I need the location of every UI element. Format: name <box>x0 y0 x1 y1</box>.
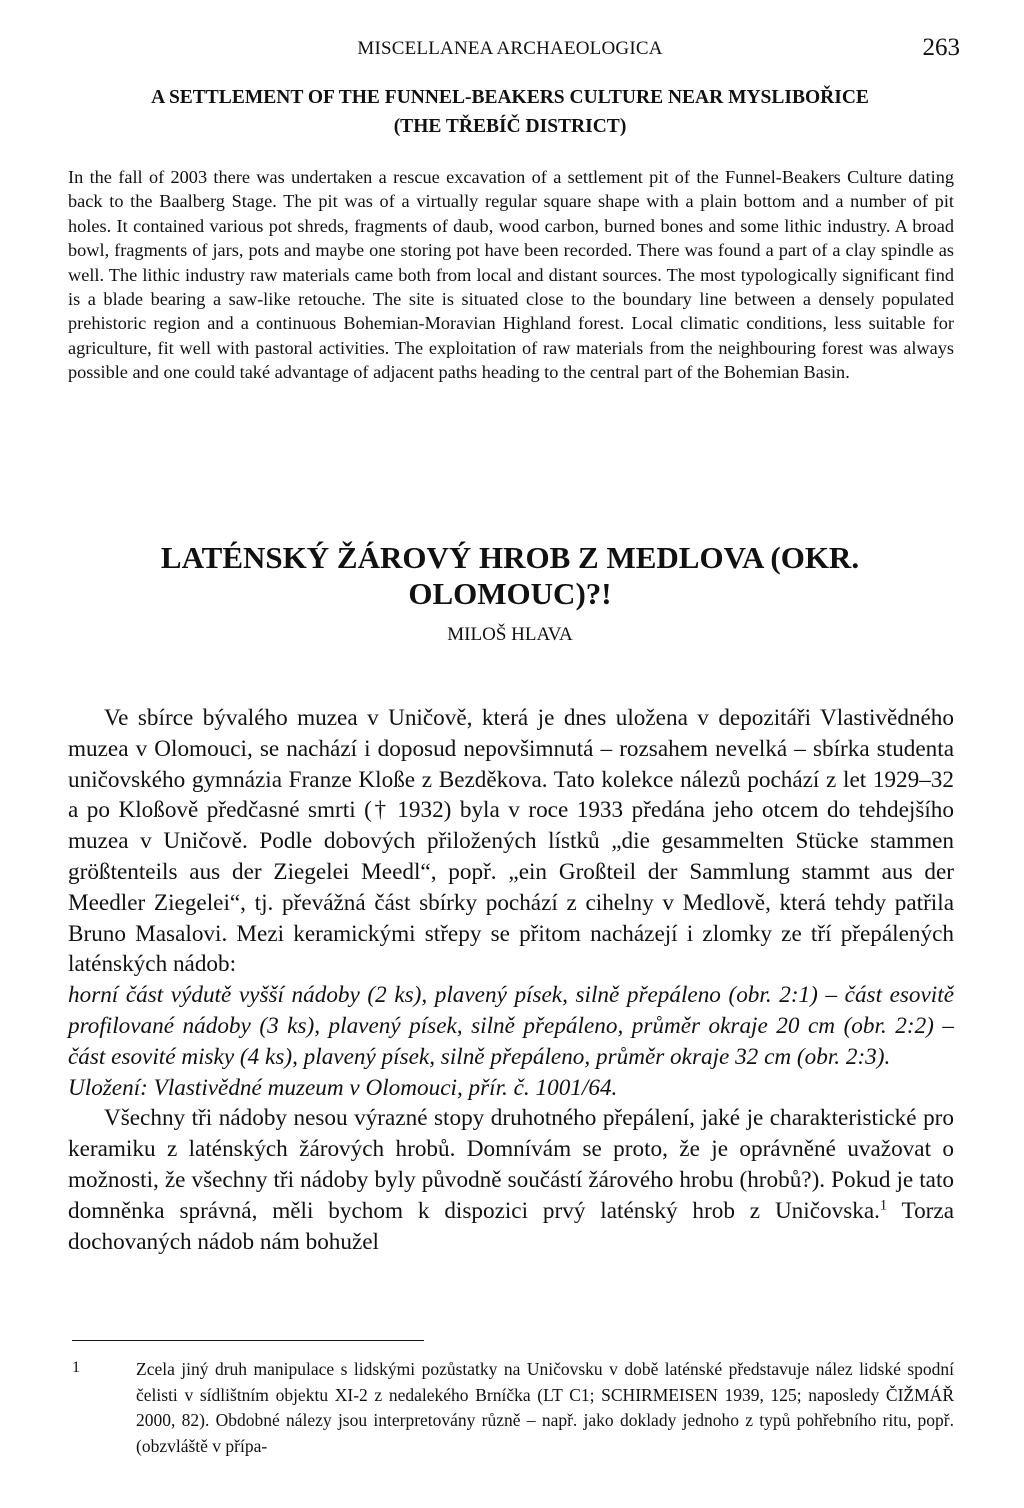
abstract-title <box>60 84 960 142</box>
paragraph-2-text: Všechny tři nádoby nesou výrazné stopy druhotného přepálení, jaké je charakteristické pro keramiku z laténských žárových hrobů. Domnívám se proto, že je oprávněné uvažovat o možnosti, že všechny tři nádoby byly původně součástí žárového hrobu (hrobů?). Pokud je tato domněnka správná, měli bychom k dispozici prvý laténský hrob z Uničovska. <box>68 1105 954 1224</box>
page-number: 263 <box>922 34 960 61</box>
footnote-mark: 1 <box>72 1359 80 1376</box>
footnote-divider <box>72 1340 424 1341</box>
paragraph-2-end: Torza dochovaných nádob nám bohužel <box>68 1197 954 1255</box>
abstract-title-line-2: (THE TŘEBÍČ DISTRICT) <box>393 115 627 137</box>
footnote <box>72 1357 954 1459</box>
footnote-text: Zcela jiný druh manipulace s lidskými pozůstatky na Uničovsku v době laténské představuje nález lidské spodní čelisti v sídlištním objektu XI-2 z nedalekého Brníčka (LT C1; SCHIRMEISEN 1939, 125; naposledy ČIŽMÁŘ 2000, 82). Obdobné nálezy jsou interpretovány různě – např. jako doklady jednoho z typů pohřebního ritu, popř. (obzvláště v přípa- <box>136 1359 954 1456</box>
storage-note: Uložení: Vlastivědné muzeum v Olomouci, přír. č. 1001/64. <box>68 1074 618 1101</box>
page-header <box>60 34 960 70</box>
catalog-entry: horní část výdutě vyšší nádoby (2 ks), plavený písek, silně přepáleno (obr. 2:1) – část esovitě profilované nádoby (3 ks), plavený písek, silně přepáleno, průměr okraje 20 cm (obr. 2:2) – část esovité misky (4 ks), plavený písek, silně přepáleno, průměr okraje 32 cm (obr. 2:3). <box>68 982 954 1070</box>
paragraph-2 <box>68 1103 954 1257</box>
running-head: MISCELLANEA ARCHAEOLOGICA <box>357 38 663 59</box>
abstract-title-line-1: A SETTLEMENT OF THE FUNNEL-BEAKERS CULTURE NEAR MYSLIBOŘICE <box>151 87 869 108</box>
footnote-reference[interactable]: 1 <box>879 1197 888 1214</box>
abstract-body: In the fall of 2003 there was undertaken a rescue excavation of a settlement pit of the Funnel-Beakers Culture dating back to the Baalberg Stage. The pit was of a virtually regular square shape with a plain bottom and a number of pit holes. It contained various pot shreds, fragments of daub, wood carbon, burned bones and some lithic industry. A broad bowl, fragments of jars, pots and maybe one storing pot have been recorded. There was found a part of a clay spindle as well. The lithic industry raw materials came both from local and distant sources. The most typologically significant find is a blade bearing a saw-like retouche. The site is situated close to the boundary line between a densely populated prehistoric region and a continuous Bohemian-Moravian Highland forest. Local climatic conditions, less suitable for agriculture, fit well with pastoral activities. The exploitation of raw materials from the neighbouring forest was always possible and one could také advantage of adjacent paths heading to the central part of the Bohemian Basin. <box>68 167 954 383</box>
article-body <box>68 703 954 1257</box>
article-author: MILOŠ HLAVA <box>447 624 573 645</box>
article-title: LATÉNSKÝ ŽÁROVÝ HROB Z MEDLOVA (OKR. OLOMOUC)?! <box>160 540 860 611</box>
paragraph-1: Ve sbírce bývalého muzea v Uničově, která je dnes uložena v depozitáři Vlastivědného muzea v Olomouci, se nachází i doposud nepovšimnutá – rozsahem nevelká – sbírka studenta uničovského gymnázia Franze Kloße z Bezděkova. Tato kolekce nálezů pochází z let 1929–32 a po Kloßově předčasné smrti († 1932) byla v roce 1933 předána jeho otcem do tehdejšího muzea v Uničově. Podle dobových přiložených lístků „die gesammelten Stücke stammen größtenteils aus der Ziegelei Meedl“, popř. „ein Großteil der Sammlung stammt aus der Meedler Ziegelei“, tj. převážná část sbírky pochází z cihelny v Medlově, která tehdy patřila Bruno Masalovi. Mezi keramickými střepy se přitom nacházejí i zlomky ze tří přepálených laténských nádob: <box>68 705 954 978</box>
